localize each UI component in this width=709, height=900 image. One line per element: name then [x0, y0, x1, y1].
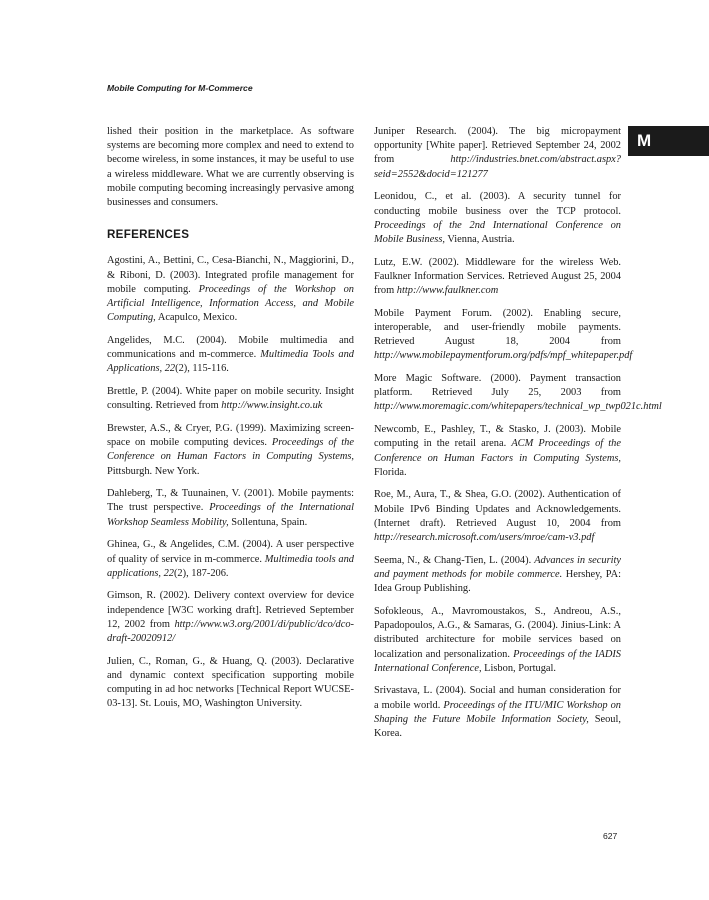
reference-title: http://research.microsoft.com/users/mroe/cam-v3.pdf — [374, 532, 595, 544]
reference-title: Multimedia tools and applications, 22 — [107, 553, 354, 579]
reference-entry — [107, 538, 354, 581]
reference-text: Gimson, R. (2002). Delivery context overview for device independence [W3C working draft]. Retrieved September 12, 2002 from — [107, 590, 354, 630]
reference-title: Proceedings of the Conference on Human Factors in Computing Systems, — [107, 437, 354, 463]
reference-text: (2), 187-206. — [173, 567, 229, 579]
reference-entry — [107, 655, 354, 712]
reference-text: Julien, C., Roman, G., & Huang, Q. (2003). Declarative and dynamic context specification supporting mobile computing in ad hoc networks [Technical Report WUCSE-03-13]. St. Louis, MO, Washington University. — [107, 655, 354, 710]
reference-title: Proceedings of the Workshop on Artificial Intelligence, Information Access, and Mobile Computing, — [107, 283, 354, 324]
reference-text: Acapulco, Mexico. — [155, 312, 238, 324]
reference-text: Brewster, A.S., & Cryer, P.G. (1999). Maximizing screen-space on mobile computing devices. — [107, 422, 354, 449]
reference-title: http://www.faulkner.com — [396, 285, 499, 297]
reference-text: Roe, M., Aura, T., & Shea, G.O. (2002). Authentication of Mobile IPv6 Binding Updates and Acknowledgements. (Internet draft). Retrieved August 10, 2004 from — [374, 489, 621, 529]
reference-text: More Magic Software. (2000). Payment transaction platform. Retrieved July 25, 2003 from — [374, 373, 621, 399]
reference-entry — [374, 684, 621, 741]
reference-text: Lutz, E.W. (2002). Middleware for the wireless Web. Faulkner Information Services. Retrieved August 25, 2004 from — [374, 256, 621, 297]
running-head: Mobile Computing for M-Commerce — [107, 83, 253, 93]
reference-title: ACM Proceedings of the Conference on Human Factors in Computing Systems, — [374, 438, 621, 464]
left-column — [107, 125, 354, 720]
reference-title: http://industries.bnet.com/abstract.aspx?seid=2552&docid=121277 — [374, 154, 621, 180]
reference-entry — [374, 488, 621, 545]
reference-entry — [374, 125, 621, 182]
reference-title: http://www.mobilepaymentforum.org/pdfs/mpf_whitepaper.pdf — [374, 350, 633, 362]
reference-title: Proceedings of the 2nd International Conference on Mobile Business, — [374, 219, 621, 245]
reference-title: Proceedings of the International Workshop Seamless Mobility, — [107, 502, 354, 528]
reference-text: Srivastava, L. (2004). Social and human consideration for a mobile world. — [374, 685, 621, 711]
reference-title: http://www.w3.org/2001/di/public/dco/dco-draft-20020912/ — [107, 618, 354, 645]
reference-text: Ghinea, G., & Angelides, C.M. (2004). A user perspective of quality of service in m-commerce. — [107, 539, 354, 565]
reference-entry — [374, 605, 621, 676]
reference-text: Angelides, M.C. (2004). Mobile multimedia and communications and m-commerce. — [107, 334, 354, 361]
reference-text: Newcomb, E., Pashley, T., & Stasko, J. (2003). Mobile computing in the retail arena. — [374, 424, 621, 450]
reference-text: Seoul, Korea. — [374, 713, 621, 740]
reference-entry — [107, 487, 354, 530]
reference-entry — [374, 307, 633, 364]
reference-title: http://www.insight.co.uk — [221, 400, 323, 412]
reference-text: Lisbon, Portugal. — [481, 662, 557, 674]
reference-text: Sofokleous, A., Mavromoustakos, S., Andreou, A.S., Papadopoulos, A.G., & Samaras, G. (2004). Jinius-Link: A distributed architecture for mobile services based on localization and personalization. — [374, 605, 621, 660]
reference-text: Pittsburgh. New York. — [107, 465, 200, 477]
references-list-left — [107, 254, 354, 711]
reference-title: http://www.moremagic.com/whitepapers/technical_wp_twp021c.html — [374, 401, 662, 413]
reference-text: Mobile Payment Forum. (2002). Enabling secure, interoperable, and user-friendly mobile payments. Retrieved August 18, 2004 from — [374, 307, 621, 348]
reference-entry — [374, 554, 621, 597]
reference-title: Proceedings of the ITU/MIC Workshop on Shaping the Future Mobile Information Society, — [374, 699, 621, 725]
reference-entry — [374, 372, 662, 415]
reference-text: Brettle, P. (2004). White paper on mobile security. Insight consulting. Retrieved from — [107, 386, 354, 412]
reference-text: Leonidou, C., et al. (2003). A security tunnel for conducting mobile business over the TCP protocol. — [374, 191, 621, 217]
reference-entry — [107, 385, 354, 413]
reference-text: (2), 115-116. — [175, 363, 229, 375]
reference-text: Juniper Research. (2004). The big micropayment opportunity [White paper]. Retrieved September 24, 2002 from — [374, 126, 621, 166]
reference-text: Florida. — [374, 466, 407, 478]
reference-entry — [374, 190, 621, 247]
reference-text: Dahleberg, T., & Tuunainen, V. (2001). Mobile payments: The trust perspective. — [107, 488, 354, 514]
reference-text: Seema, N., & Chang-Tien, L. (2004). — [374, 554, 535, 566]
reference-text: Hershey, PA: Idea Group Publishing. — [374, 568, 621, 595]
right-column — [374, 125, 662, 750]
reference-entry — [107, 589, 354, 646]
reference-entry — [107, 422, 354, 479]
references-heading: REFERENCES — [107, 228, 190, 242]
reference-title: Multimedia Tools and Applications, 22 — [107, 349, 354, 375]
reference-title: Proceedings of the IADIS International Conference, — [374, 648, 621, 674]
section-tab: M — [628, 126, 709, 156]
reference-entry — [374, 256, 621, 299]
reference-title: Advances in security and payment methods for mobile commerce. — [374, 554, 621, 580]
reference-text: Agostini, A., Bettini, C., Cesa-Bianchi, N., Maggiorini, D., & Riboni, D. (2003). Integrated profile management for mobile computing. — [107, 255, 354, 295]
intro-paragraph: lished their position in the marketplace. As software systems are becoming more complex and need to extend to become wireless, in some instances, it may be useful to use a wireless middleware. What we are currently observing is mobile computing becoming increasingly pervasive among businesses and consumers. — [107, 126, 354, 209]
reference-text: Sollentuna, Spain. — [228, 516, 308, 528]
page-number: 627 — [603, 831, 618, 841]
reference-entry — [107, 334, 354, 377]
reference-text: Vienna, Austria. — [445, 233, 515, 245]
references-list-right — [374, 125, 662, 741]
reference-entry — [107, 254, 354, 325]
reference-entry — [374, 423, 621, 480]
